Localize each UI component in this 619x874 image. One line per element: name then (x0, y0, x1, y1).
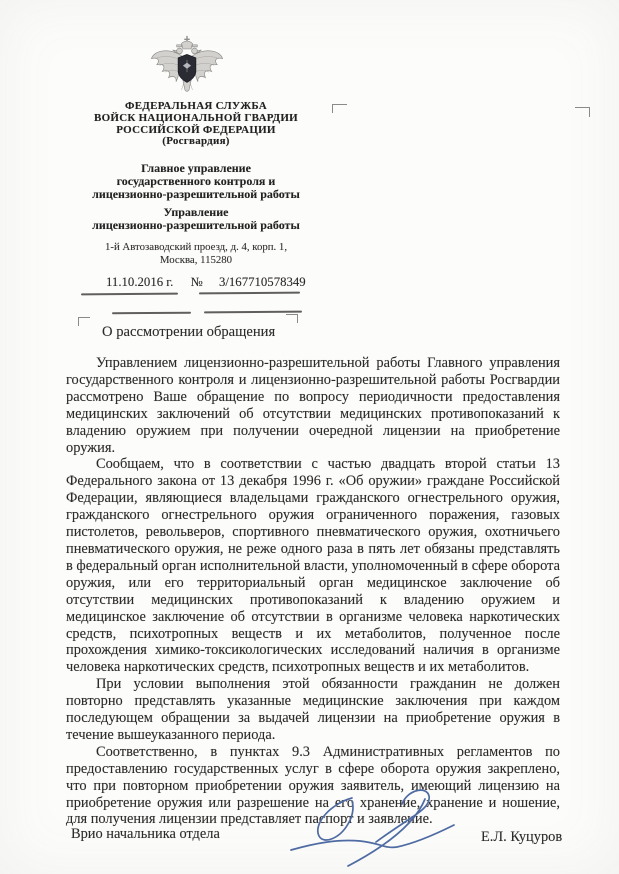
subject-field-corner-right-icon (286, 314, 298, 323)
reply-number-line (204, 311, 302, 314)
number-sign: № (190, 275, 203, 289)
office-line: лицензионно-разрешительной работы (92, 218, 300, 233)
org-name-line: ВОЙСК НАЦИОНАЛЬНОЙ ГВАРДИИ (94, 111, 298, 124)
signer-position: Врио начальника отдела (71, 826, 220, 842)
signer-name: Е.Л. Куцуров (481, 829, 563, 845)
department-line: лицензионно-разрешительной работы (92, 187, 300, 202)
address-line: Москва, 115280 (159, 253, 233, 266)
reference-row (66, 275, 326, 290)
recipient-field-corner-left-icon (332, 104, 347, 113)
subject-field-corner-left-icon (78, 317, 90, 326)
subject-line: О рассмотрении обращения (102, 324, 276, 340)
department-line: государственного контроля и (116, 174, 276, 189)
outgoing-number: 3/167710578349 (218, 275, 306, 289)
body-paragraph: Управлением лицензионно-разрешительной работы Главного управления государственного контроля и лицензионно-разрешительной работы Росгвардии рассмотрено Ваше обращение по вопросу периодичности предоставления медицинских заключений об отсутствии медицинских противопоказаний к владению оружием при получении очередной лицензии на приобретение оружия. (66, 355, 560, 456)
address-block (45, 241, 347, 266)
letter-body (66, 355, 560, 828)
address-line: 1-й Автозаводский проезд, д. 4, корп. 1, (104, 241, 288, 253)
department-line: Главное управление (141, 161, 251, 175)
org-name-line: РОССИЙСКОЙ ФЕДЕРАЦИИ (116, 123, 276, 136)
org-short-name: (Росгвардия) (162, 135, 230, 148)
body-paragraph: При условии выполнения этой обязанности гражданин не должен повторно представлять указанные медицинские заключения при каждом последующем обращении за выдачей лицензии на приобретение оружия в течение вышеуказанного периода. (66, 676, 560, 743)
letter-date: 11.10.2016 г. (106, 275, 174, 289)
office-block (45, 206, 347, 232)
date-underline (81, 293, 178, 295)
handwritten-signature-icon (284, 784, 461, 872)
reply-date-line (112, 312, 191, 314)
org-name-block (45, 101, 347, 148)
office-line: Управление (163, 205, 229, 219)
department-block (45, 162, 347, 202)
org-name-line: ФЕДЕРАЛЬНАЯ СЛУЖБА (125, 100, 267, 112)
number-underline (199, 292, 300, 295)
recipient-field-corner-right-icon (575, 107, 590, 117)
body-paragraph: Соответственно, в пунктах 9.3 Административных регламентов по предоставлению государственных услуг в сфере оборота оружия закреплено, что при повторном приобретении оружия заявитель, имеющий лицензию на приобретение оружия или разрешение на его хранение, хранение и ношение, для получения лицензии представляет паспорт и заявление. (66, 743, 560, 828)
body-paragraph: Сообщаем, что в соответствии с частью двадцать второй статьи 13 Федерального закона от 13 декабря 1996 г. «Об оружии» граждане Российской Федерации, являющиеся владельцами гражданского огнестрельного оружия, гражданского огнестрельного оружия ограниченного поражения, газовых пистолетов, револьверов, спортивного пневматического оружия, охотничьего пневматического оружия, не реже одного раза в пять лет обязаны представлять в федеральный орган исполнительной власти, уполномоченный в сфере оборота оружия, или его территориальный орган медицинское заключение об отсутствии медицинских противопоказаний к владению оружием и медицинское заключение об отсутствии в организме человека наркотических средств, психотропных веществ и их метаболитов, полученное после прохождения химико-токсикологических исследований наличия в организме человека наркотических средств, психотропных веществ и их метаболитов. (66, 456, 560, 676)
double-headed-eagle-emblem (146, 34, 228, 98)
